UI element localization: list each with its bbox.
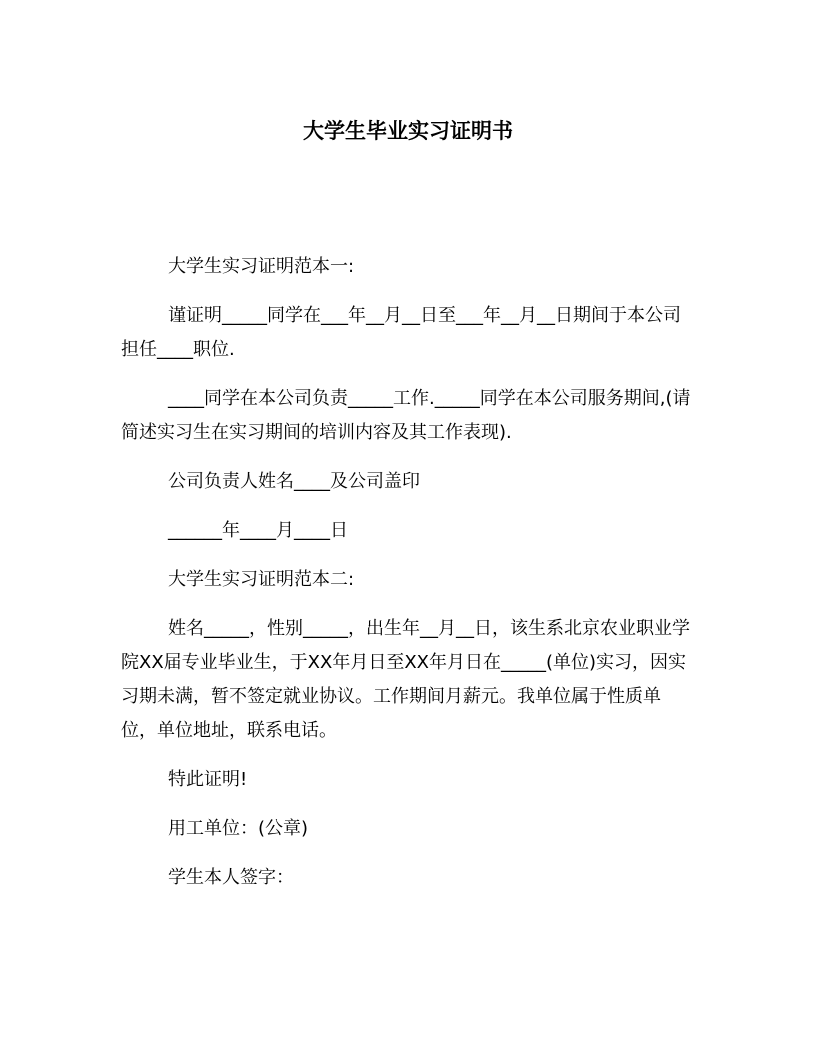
paragraph-sample-one-heading: 大学生实习证明范本一: (168, 256, 355, 277)
paragraph-date-line: ______年____月____日 (168, 520, 348, 541)
paragraph-employer-seal: 用工单位：(公章) (168, 818, 309, 839)
paragraph-student-signature: 学生本人签字： (168, 867, 294, 888)
paragraph-certify-position: 谨证明_____同学在___年__月__日至___年__月__日期间于本公司担任____职位. (121, 305, 681, 360)
paragraph-hereby-certify: 特此证明! (168, 769, 248, 790)
document-body (121, 250, 696, 910)
document-title: 大学生毕业实习证明书 (303, 119, 513, 143)
paragraph-company-signature: 公司负责人姓名____及公司盖印 (168, 471, 420, 492)
paragraph-work-description: ____同学在本公司负责_____工作._____同学在本公司服务期间,(请简述实习生在实习期间的培训内容及其工作表现). (121, 388, 691, 443)
paragraph-sample-two-heading: 大学生实习证明范本二: (168, 569, 355, 590)
paragraph-student-info: 姓名_____，性别_____，出生年__月__日，该生系北京农业职业学院XX届专业毕业生，于XX年月日至XX年月日在_____(单位)实习，因实习期未满，暂不签定就业协议。工作期间月薪元。我单位属于性质单位，单位地址，联系电话。 (121, 618, 690, 741)
